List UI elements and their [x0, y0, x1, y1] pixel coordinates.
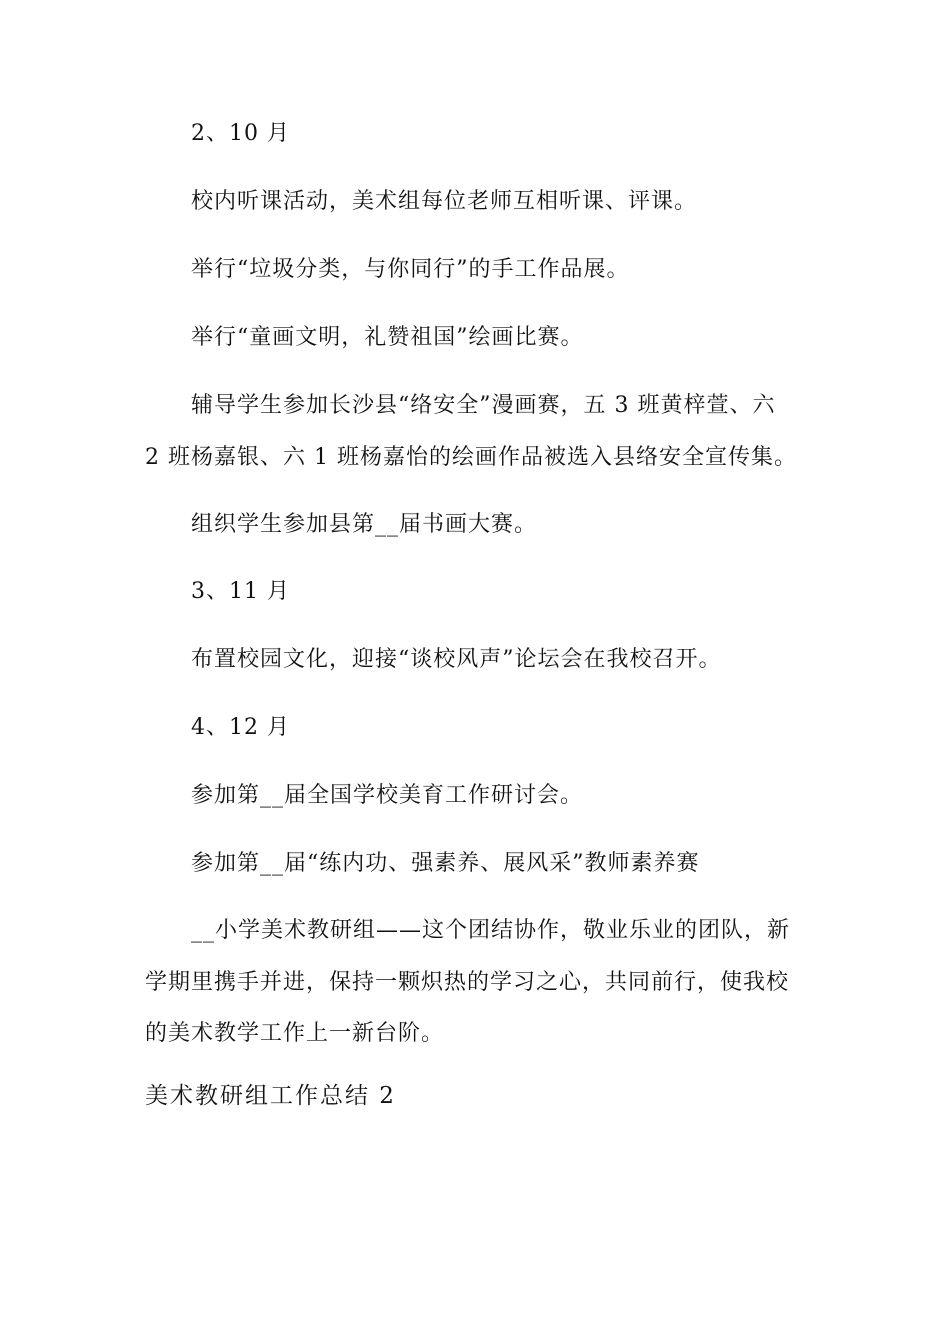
- paragraph-listening-class: 校内听课活动，美术组每位老师互相听课、评课。: [191, 189, 698, 214]
- paragraph-comic-contest-line1: 辅导学生参加长沙县“络安全”漫画赛，五 3 班黄梓萱、六: [191, 393, 776, 418]
- paragraph-handicraft-exhibition: 举行“垃圾分类，与你同行”的手工作品展。: [191, 257, 630, 282]
- paragraph-conclusion-line3: 的美术教学工作上一新台阶。: [145, 1021, 445, 1046]
- paragraph-calligraphy-contest: 组织学生参加县第__届书画大赛。: [191, 512, 538, 537]
- month-heading-november: 3、11 月: [191, 579, 290, 604]
- month-heading-october: 2、10 月: [191, 121, 290, 146]
- paragraph-comic-contest-line2: 2 班杨嘉银、六 1 班杨嘉怡的绘画作品被选入县络安全宣传集。: [145, 445, 797, 470]
- month-heading-december: 4、12 月: [191, 715, 290, 740]
- section-heading: 美术教研组工作总结 2: [145, 1083, 396, 1109]
- paragraph-painting-contest: 举行“童画文明，礼赞祖国”绘画比赛。: [191, 325, 584, 350]
- paragraph-campus-culture: 布置校园文化，迎接“谈校风声”论坛会在我校召开。: [191, 647, 722, 672]
- paragraph-conclusion-line2: 学期里携手并进，保持一颗炽热的学习之心，共同前行，使我校: [145, 970, 790, 995]
- paragraph-teacher-contest: 参加第__届“练内功、强素养、展风采”教师素养赛: [191, 851, 700, 876]
- paragraph-aesthetic-seminar: 参加第__届全国学校美育工作研讨会。: [191, 783, 584, 808]
- paragraph-conclusion-line1: __小学美术教研组——这个团结协作，敬业乐业的团队，新: [191, 918, 791, 943]
